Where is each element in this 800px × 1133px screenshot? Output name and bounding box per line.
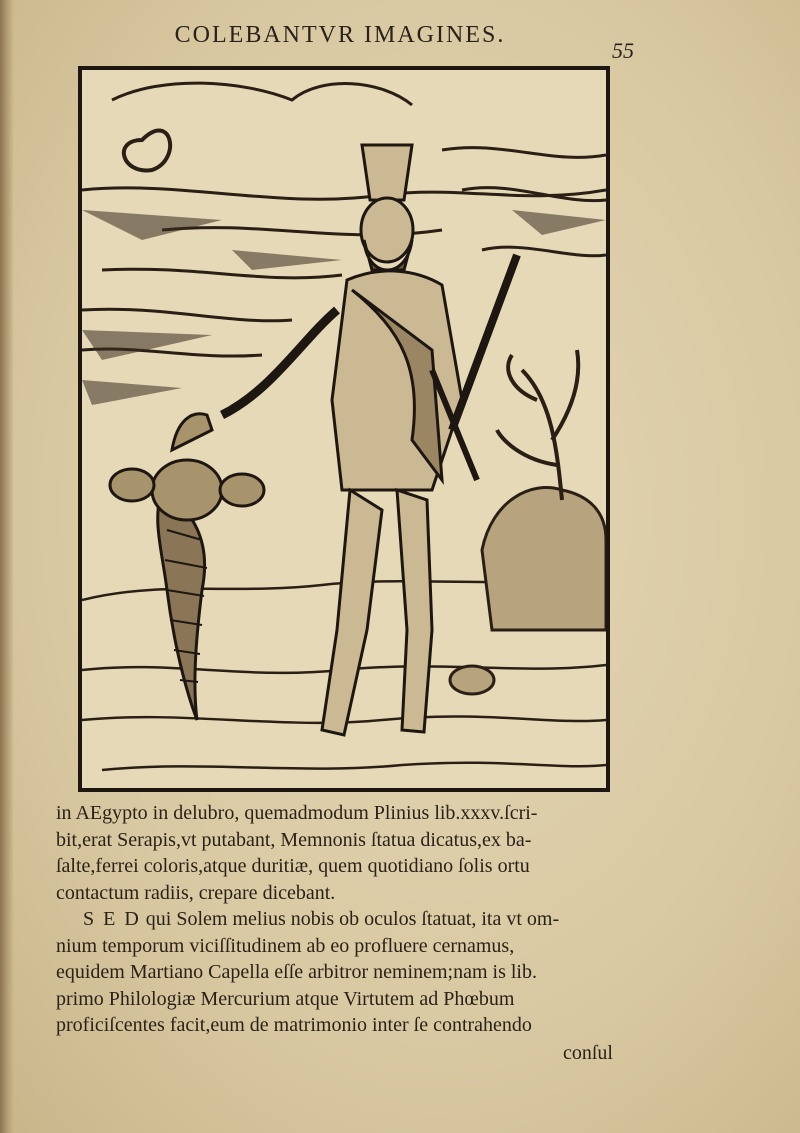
text-line: proficiſcentes facit,eum de matrimonio inter ſe contrahendo	[56, 1014, 532, 1036]
catchword: conſul	[563, 1042, 613, 1064]
text-line: bit,erat Serapis,vt putabant, Memnonis ſtatua dicatus,ex ba-	[56, 828, 532, 851]
staff-icon	[452, 255, 517, 430]
page-edge	[0, 0, 14, 1133]
bare-tree-icon	[497, 350, 578, 500]
text-line: in AEgypto in delubro, quemadmodum Plinius lib.xxxv.ſcri-	[56, 802, 538, 824]
text-line: nium temporum viciſſitudinem ab eo profluere cernamus,	[56, 934, 515, 957]
text-line: ſalte,ferrei coloris,atque duritiæ, quem quotidiano ſolis ortu	[56, 855, 530, 877]
text-line: primo Philologiæ Mercurium atque Virtutem ad Phœbum	[56, 987, 515, 1010]
woodcut-svg	[82, 70, 606, 788]
running-title: COLEBANTVR IMAGINES.	[174, 22, 506, 48]
woodcut-illustration	[78, 66, 610, 792]
rock	[450, 488, 606, 695]
page-number: 55	[612, 38, 634, 63]
three-headed-beast-icon	[110, 414, 264, 720]
paragraph-lead-word: S E D	[83, 908, 141, 930]
text-line: contactum radiis, crepare dicebant.	[56, 881, 336, 904]
text-line-rest: qui Solem melius nobis ob oculos ſtatuat, ita vt om-	[140, 908, 560, 930]
paragraph-first-line	[56, 906, 628, 933]
body-text	[56, 800, 628, 1039]
text-line: equidem Martiano Capella eſſe arbitror neminem;nam is lib.	[56, 961, 537, 983]
